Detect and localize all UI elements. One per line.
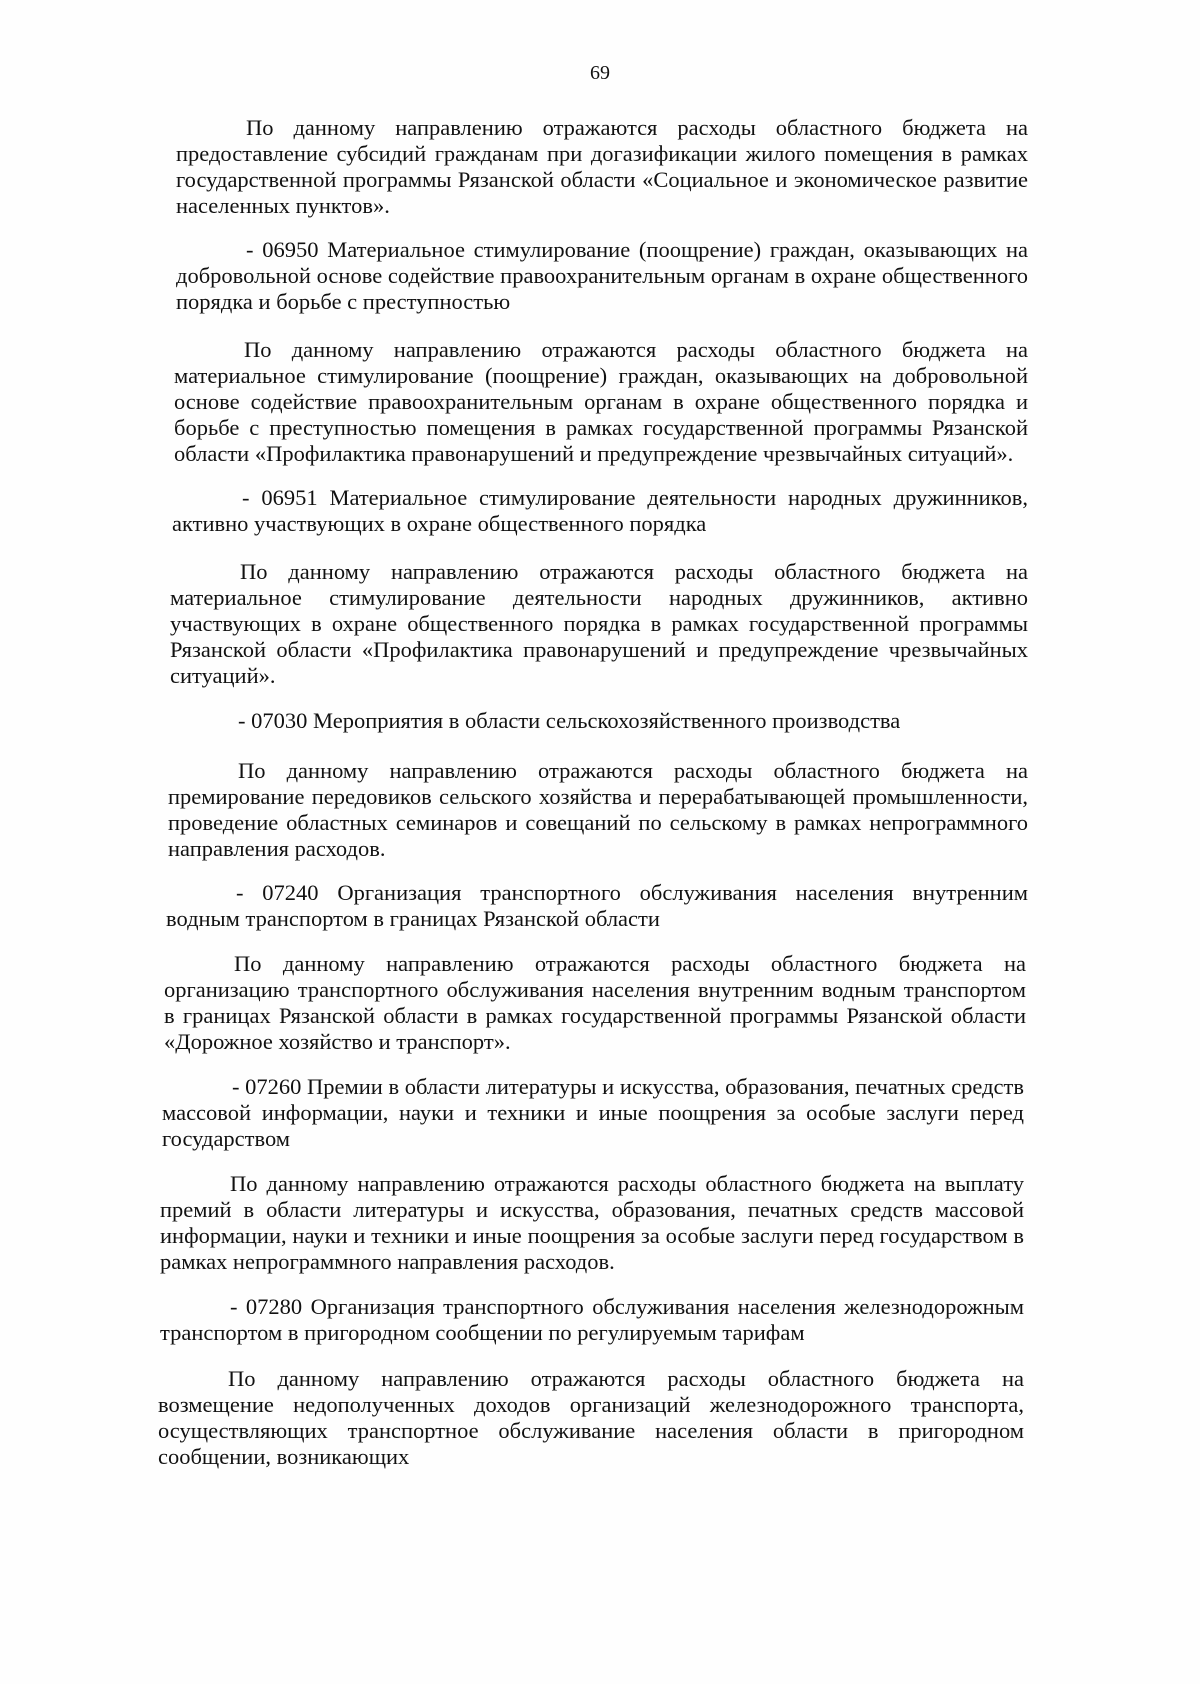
heading-07240: - 07240 Организация транспортного обслуживания населения внутренним водным транспортом в границах Рязанской области [166,880,1028,931]
paragraph-subsidy-gasification: По данному направлению отражаются расходы областного бюджета на предоставление субсидий гражданам при догазификации жилого помещения в рамках государственной программы Рязанской области «Социальное и экономическое развитие населенных пунктов». [176,115,1028,218]
paragraph-07240: По данному направлению отражаются расходы областного бюджета на организацию транспортного обслуживания населения внутренним водным транспортом в границах Рязанской области в рамках государственной программы Рязанской области «Дорожное хозяйство и транспорт». [164,951,1026,1054]
heading-07280: - 07280 Организация транспортного обслуживания населения железнодорожным транспортом в пригородном сообщении по регулируемым тарифам [160,1294,1024,1345]
paragraph-07280: По данному направлению отражаются расходы областного бюджета на возмещение недополученных доходов организаций железнодорожного транспорта, осуществляющих транспортное обслуживание населения области в пригородном сообщении, возникающих [158,1366,1024,1469]
paragraph-07030: По данному направлению отражаются расходы областного бюджета на премирование передовиков сельского хозяйства и перерабатывающей промышленности, проведение областных семинаров и совещаний по сельскому в рамках непрограммного направления расходов. [168,758,1028,861]
heading-07260: - 07260 Премии в области литературы и искусства, образования, печатных средств массовой информации, науки и техники и иные поощрения за особые заслуги перед государством [162,1074,1024,1151]
heading-06950: - 06950 Материальное стимулирование (поощрение) граждан, оказывающих на добровольной основе содействие правоохранительным органам в охране общественного порядка и борьбе с преступностью [176,237,1028,314]
heading-06951: - 06951 Материальное стимулирование деятельности народных дружинников, активно участвующих в охране общественного порядка [172,485,1028,536]
paragraph-06950: По данному направлению отражаются расходы областного бюджета на материальное стимулирование (поощрение) граждан, оказывающих на добровольной основе содействие правоохранительным органам в охране общественного порядка и борьбе с преступностью помещения в рамках государственной программы Рязанской области «Профилактика правонарушений и предупреждение чрезвычайных ситуаций». [174,337,1028,466]
paragraph-07260: По данному направлению отражаются расходы областного бюджета на выплату премий в области литературы и искусства, образования, печатных средств массовой информации, науки и техники и иные поощрения за особые заслуги перед государством в рамках непрограммного направления расходов. [160,1171,1024,1274]
heading-07030: - 07030 Мероприятия в области сельскохозяйственного производства [238,708,901,733]
paragraph-06951: По данному направлению отражаются расходы областного бюджета на материальное стимулирование деятельности народных дружинников, активно участвующих в охране общественного порядка в рамках государственной программы Рязанской области «Профилактика правонарушений и предупреждение чрезвычайных ситуаций». [170,559,1028,688]
page-number: 69 [590,62,610,84]
